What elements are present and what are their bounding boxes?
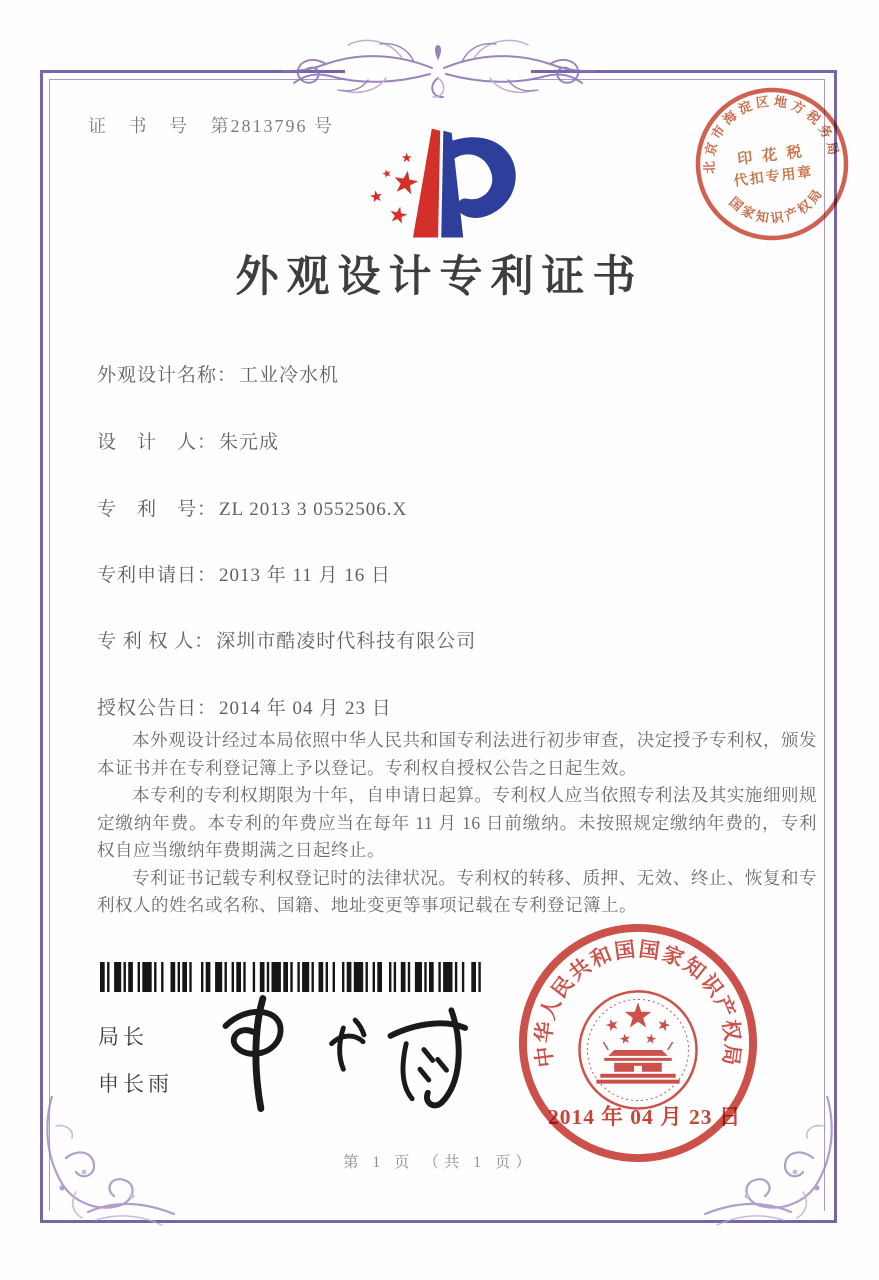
field-label: 专 利 权 人：: [97, 631, 215, 652]
field-label: 设 计 人：: [97, 432, 218, 453]
field-grant-date: [97, 693, 392, 720]
certificate-number: [88, 112, 334, 138]
field-patent-number: [97, 494, 407, 521]
paragraph-term-fees: 本专利的专利权期限为十年，自申请日起算。专利权人应当依照专利法及其实施细则规定缴纳年费。本专利的年费应当在每年 11 月 16 日前缴纳。未按照规定缴纳年费的，专利权自应当缴纳年费期满之日起终止。: [97, 785, 817, 860]
certificate-number-value: 第2813796 号: [210, 116, 334, 136]
certificate-number-label: 证 书 号: [88, 116, 196, 136]
paragraph-register: 专利证书记载专利权登记时的法律状况。专利权的转移、质押、无效、终止、恢复和专利权人的姓名或名称、国籍、地址变更等事项记载在专利登记簿上。: [97, 867, 817, 915]
field-label: 专 利 号：: [97, 499, 218, 520]
field-designer: [97, 427, 279, 454]
certificate-title: 外观设计专利证书: [235, 254, 644, 301]
tax-stamp-bottom-arc: 国家知识产权局: [726, 184, 827, 226]
barcode: [100, 962, 484, 992]
signer-name: 申长雨: [98, 1072, 173, 1096]
commissioner-signature: [198, 990, 473, 1118]
page-number-footer: 第 1 页 （共 1 页）: [343, 1154, 536, 1171]
paragraph-grant: 本外观设计经过本局依照中华人民共和国专利法进行初步审查，决定授予专利权，颁发本证书并在专利登记簿上予以登记。专利权自授权公告之日起生效。: [97, 730, 817, 778]
field-value: 朱元成: [219, 432, 280, 453]
field-value: 工业冷水机: [239, 365, 340, 386]
field-value: 2013 年 11 月 16 日: [219, 565, 392, 586]
signer-title: 局长: [98, 1025, 148, 1049]
field-design-name: [97, 360, 339, 387]
grant-date-stamp: 2014 年 04 月 23 日: [548, 1105, 742, 1129]
sipo-logo-icon: [352, 114, 520, 250]
certificate-body: [97, 727, 817, 920]
tax-withholding-stamp: [678, 70, 865, 257]
top-flourish-ornament: [278, 24, 598, 116]
signer-block: [98, 1021, 173, 1115]
tax-stamp-top-arc: 北京市海淀区地方税务局: [701, 93, 843, 175]
field-label: 外观设计名称：: [97, 365, 238, 386]
field-patentee: [97, 626, 476, 653]
field-value: ZL 2013 3 0552506.X: [219, 499, 408, 520]
field-label: 授权公告日：: [97, 698, 218, 719]
tax-stamp-center-line1: 印 花 税: [736, 144, 806, 169]
field-value: 2014 年 04 月 23 日: [219, 698, 392, 719]
tax-stamp-center-line2: 代扣专用章: [733, 165, 815, 190]
seal-arc-text: 中华人民共和国国家知识产权局: [531, 936, 745, 1069]
field-label: 专利申请日：: [97, 565, 218, 586]
field-application-date: [97, 560, 391, 587]
field-value: 深圳市酷凌时代科技有限公司: [216, 631, 477, 652]
national-emblem-icon: [579, 991, 696, 1108]
